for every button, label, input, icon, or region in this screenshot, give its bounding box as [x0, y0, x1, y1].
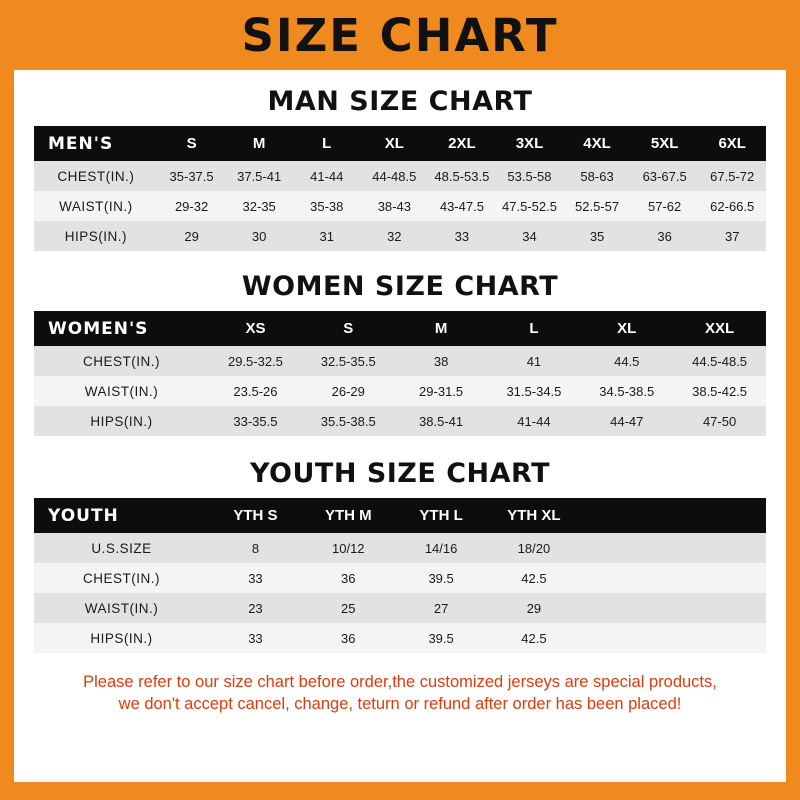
youth-row-0-cell-5: [673, 533, 766, 563]
men-row-0-label: CHEST(IN.): [57, 168, 135, 184]
women-col-3: L: [488, 311, 581, 346]
women-row-0-cell-4: 44.5: [614, 353, 640, 369]
table-row: [34, 161, 766, 191]
women-row-0-cell-2: 38: [433, 353, 449, 369]
men-col-6: 4XL: [563, 126, 631, 161]
men-row-0-cell-3: 44-48.5: [372, 168, 417, 184]
youth-row-0-cell-2: 14/16: [424, 540, 458, 556]
youth-row-2-cell-0: 23: [248, 600, 263, 616]
table-row: [34, 623, 766, 653]
women-row-0-label: CHEST(IN.): [83, 353, 161, 369]
youth-col-1: YTH M: [302, 498, 395, 533]
youth-row-0-cell-3: 18/20: [517, 540, 551, 556]
men-row-1-cell-3: 38-43: [377, 198, 411, 214]
youth-row-2-cell-1: 25: [341, 600, 356, 616]
women-row-1-cell-1: 26-29: [331, 383, 365, 399]
youth-row-1-label: CHEST(IN.): [83, 570, 161, 586]
youth-row-0-cell-0: 8: [251, 540, 260, 556]
youth-row-3-cell-4: [580, 623, 673, 653]
table-row: [34, 191, 766, 221]
bottom-band: [0, 782, 800, 800]
content-area: [14, 86, 786, 716]
women-col-4: XL: [580, 311, 673, 346]
men-row-2-cell-7: 36: [657, 228, 672, 244]
men-row-2-label: HIPS(IN.): [64, 228, 128, 244]
women-size-table: [34, 311, 766, 436]
women-row-0-cell-1: 32.5-35.5: [320, 353, 376, 369]
men-row-1-cell-2: 35-38: [310, 198, 344, 214]
men-size-table: [34, 126, 766, 251]
men-table-head: [34, 126, 766, 161]
footer-note: [34, 671, 766, 716]
header-band: [0, 0, 800, 70]
youth-row-3-cell-0: 33: [248, 630, 263, 646]
men-col-3: XL: [361, 126, 429, 161]
women-col-5: XXL: [673, 311, 766, 346]
men-row-1-cell-6: 52.5-57: [575, 198, 620, 214]
youth-col-3: YTH XL: [488, 498, 581, 533]
men-row-2-cell-6: 35: [589, 228, 605, 244]
men-row-2-cell-3: 32: [387, 228, 402, 244]
youth-col-2: YTH L: [395, 498, 488, 533]
women-row-1-cell-3: 31.5-34.5: [506, 383, 562, 399]
table-header-row: [34, 126, 766, 161]
men-row-0-cell-7: 63-67.5: [642, 168, 687, 184]
women-row-2-cell-3: 41-44: [517, 413, 551, 429]
youth-table-head: [34, 498, 766, 533]
men-row-1-cell-0: 29-32: [174, 198, 209, 214]
women-row-1-cell-5: 38.5-42.5: [692, 383, 748, 399]
table-row: [34, 221, 766, 251]
men-col-2: L: [293, 126, 361, 161]
section-title-men: MAN SIZE CHART: [267, 86, 533, 117]
youth-row-0-cell-1: 10/12: [332, 540, 365, 556]
women-col-1: S: [302, 311, 395, 346]
youth-row-1-cell-0: 33: [248, 570, 263, 586]
youth-row-1-cell-5: [673, 563, 766, 593]
men-row-1-cell-7: 57-62: [648, 198, 682, 214]
table-header-row: [34, 498, 766, 533]
women-row-0-cell-0: 29.5-32.5: [227, 353, 283, 369]
men-label-header: MEN'S: [34, 126, 158, 161]
women-row-1-cell-4: 34.5-38.5: [599, 383, 655, 399]
table-row: [34, 533, 766, 563]
women-row-1-cell-0: 23.5-26: [233, 383, 278, 399]
women-row-2-cell-2: 38.5-41: [419, 413, 464, 429]
women-row-1-cell-2: 29-31.5: [419, 383, 464, 399]
women-row-2-label: HIPS(IN.): [90, 413, 153, 429]
women-col-0: XS: [209, 311, 302, 346]
men-row-2-cell-4: 33: [454, 228, 470, 244]
youth-row-1-cell-3: 42.5: [521, 570, 547, 586]
men-row-0-cell-1: 37.5-41: [237, 168, 282, 184]
youth-row-2-cell-3: 29: [526, 600, 542, 616]
youth-row-2-cell-5: [673, 593, 766, 623]
youth-row-2-label: WAIST(IN.): [84, 600, 159, 616]
men-row-1-cell-1: 32-35: [242, 198, 276, 214]
youth-row-0-label: U.S.SIZE: [91, 540, 152, 556]
footer-note-line-1: Please refer to our size chart before order,the customized jerseys are special products,: [83, 673, 717, 691]
women-row-0-cell-5: 44.5-48.5: [692, 353, 748, 369]
section-title-women: WOMEN SIZE CHART: [241, 271, 559, 302]
table-row: [34, 406, 766, 436]
youth-col-4: [580, 498, 673, 533]
footer-note-line-2: we don't accept cancel, change, teturn or refund after order has been placed!: [118, 695, 682, 714]
youth-row-3-cell-1: 36: [341, 630, 356, 646]
men-row-0-cell-0: 35-37.5: [169, 168, 214, 184]
men-row-2-cell-8: 37: [724, 228, 740, 244]
men-row-0-cell-5: 53.5-58: [507, 168, 552, 184]
page-title: SIZE CHART: [241, 8, 559, 62]
table-row: [34, 376, 766, 406]
table-row: [34, 346, 766, 376]
youth-size-table: [34, 498, 766, 653]
women-row-0-cell-3: 41: [526, 353, 542, 369]
men-row-1-cell-5: 47.5-52.5: [502, 198, 557, 214]
youth-row-3-cell-3: 42.5: [521, 630, 547, 646]
men-row-1-label: WAIST(IN.): [59, 198, 133, 214]
men-col-1: M: [225, 126, 293, 161]
youth-row-0-cell-4: [580, 533, 673, 563]
men-row-0-cell-6: 58-63: [580, 168, 614, 184]
youth-row-1-cell-1: 36: [341, 570, 356, 586]
men-col-8: 6XL: [698, 126, 766, 161]
men-col-7: 5XL: [631, 126, 699, 161]
men-row-2-cell-0: 29: [184, 228, 199, 244]
table-header-row: [34, 311, 766, 346]
section-title-youth: YOUTH SIZE CHART: [249, 458, 551, 489]
youth-col-5: [673, 498, 766, 533]
youth-table-body: [34, 533, 766, 653]
table-row: [34, 563, 766, 593]
men-table-body: [34, 161, 766, 251]
men-row-0-cell-8: 67.5-72: [710, 168, 755, 184]
men-row-1-cell-8: 62-66.5: [710, 198, 755, 214]
youth-row-2-cell-2: 27: [433, 600, 449, 616]
men-row-2-cell-2: 31: [319, 228, 334, 244]
women-table-body: [34, 346, 766, 436]
youth-col-0: YTH S: [209, 498, 302, 533]
youth-row-3-cell-2: 39.5: [428, 630, 454, 646]
women-col-2: M: [395, 311, 488, 346]
youth-row-1-cell-2: 39.5: [428, 570, 454, 586]
men-col-4: 2XL: [428, 126, 496, 161]
women-row-2-cell-4: 44-47: [610, 413, 644, 429]
women-row-1-label: WAIST(IN.): [84, 383, 159, 399]
women-label-header: WOMEN'S: [34, 311, 209, 346]
men-col-0: S: [158, 126, 226, 161]
table-row: [34, 593, 766, 623]
women-row-2-cell-5: 47-50: [702, 413, 737, 429]
men-row-0-cell-4: 48.5-53.5: [434, 168, 490, 184]
youth-row-3-label: HIPS(IN.): [90, 630, 153, 646]
women-table-head: [34, 311, 766, 346]
men-row-2-cell-1: 30: [251, 228, 267, 244]
men-row-2-cell-5: 34: [522, 228, 537, 244]
youth-label-header: YOUTH: [34, 498, 209, 533]
youth-row-1-cell-4: [580, 563, 673, 593]
men-row-0-cell-2: 41-44: [310, 168, 344, 184]
women-row-2-cell-0: 33-35.5: [233, 413, 278, 429]
women-row-2-cell-1: 35.5-38.5: [320, 413, 376, 429]
youth-row-3-cell-5: [673, 623, 766, 653]
youth-row-2-cell-4: [580, 593, 673, 623]
men-col-5: 3XL: [496, 126, 564, 161]
men-row-1-cell-4: 43-47.5: [439, 198, 484, 214]
